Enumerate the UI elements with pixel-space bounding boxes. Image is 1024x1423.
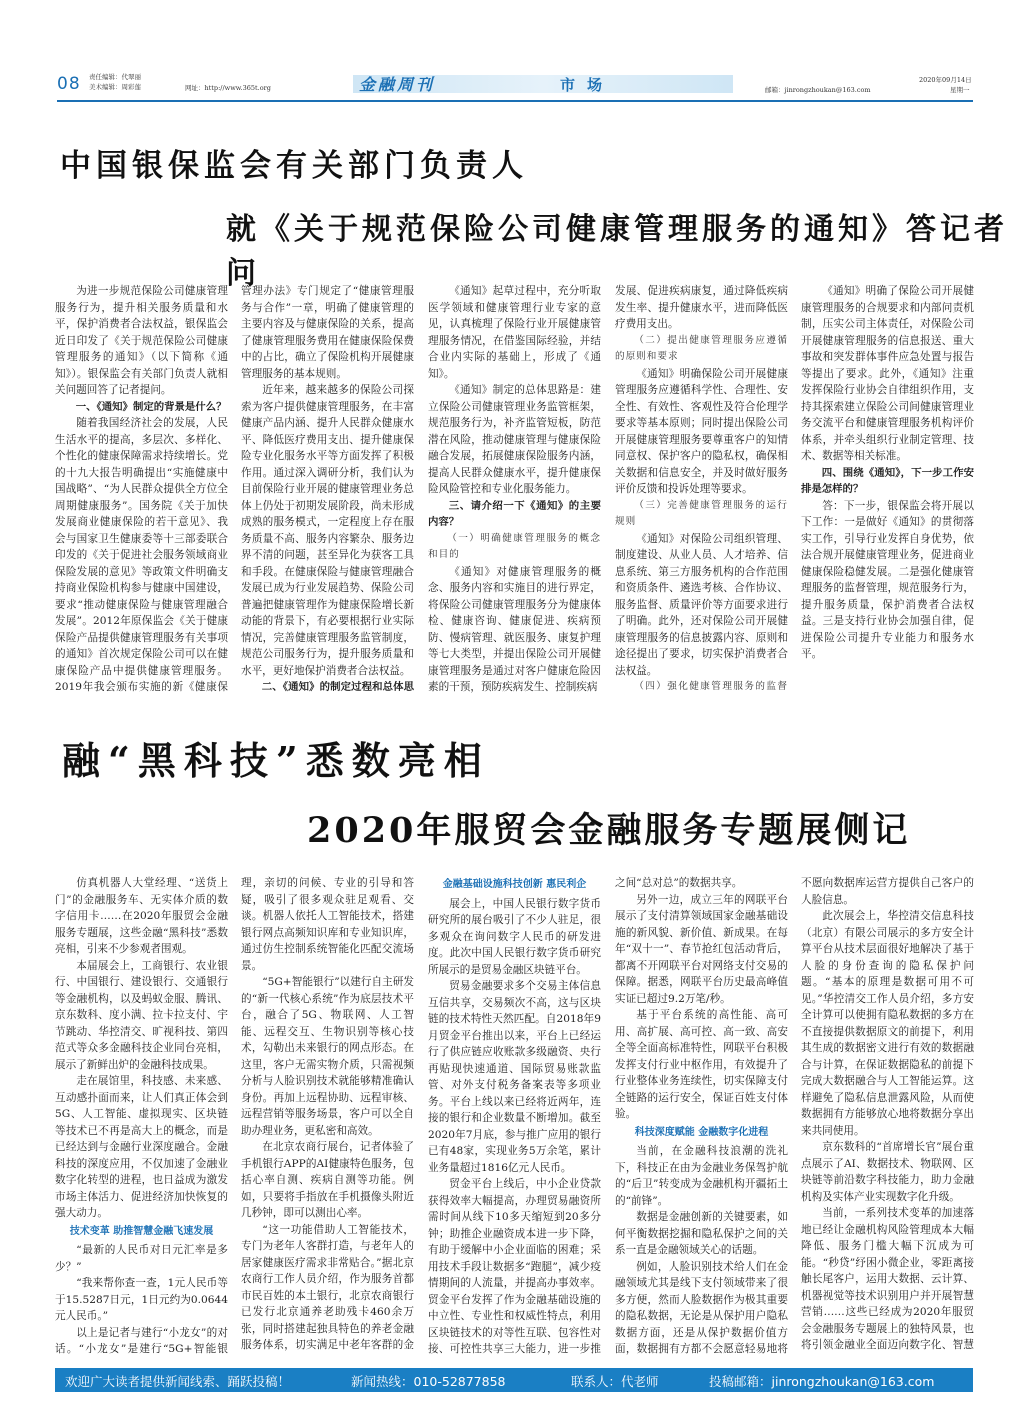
article1-title-line2: 就《关于规范保险公司健康管理服务的通知》答记者问 bbox=[226, 212, 1008, 291]
article1-column bbox=[801, 283, 974, 696]
paragraph: 为进一步规范保险公司健康管理服务行为，提升相关服务质量和水平，保护消费者合法权益，银保监会近日印发了《关于规范保险公司健康管理服务的通知》（以下简称《通知》）。银保监会有关部门负责人就相关问题回答了记者提问。 bbox=[55, 285, 228, 396]
footer-contact: 联系人：代老师 bbox=[571, 1374, 659, 1389]
subhead-banner: 金融基础设施科技创新 惠民利企 bbox=[442, 879, 587, 890]
editor-credits bbox=[89, 72, 141, 92]
section-name: 市场 bbox=[560, 76, 615, 94]
paragraph: “5G+智能银行”以建行自主研发的“新一代核心系统”作为底层技术平台，融合了5G、物联网、人工智能、远程交互、生物识别等核心技术，勾勒出未来银行的网点形态。在这里，客户无需实物介质，只需视频分析与人脸识别技术就能够精准确认身份。再加上远程协助、远程审核、远程营销等服务场景，客户可以全自助办理业务，更私密和高效。 bbox=[241, 976, 414, 1137]
paragraph: 管理办法》专门规定了“健康管理服务与合作”一章，明确了健康管理的主要内容及与健康保险的关系，提高了健康管理服务费用在健康保险保费中的占比，确立了保险机构开展健康管理服务的基本规则。 bbox=[241, 285, 414, 380]
paragraph: 当前，一系列技术变革的加速落地已经让金融机构风险管理成本大幅降低、服务门槛大幅下沉成为可能。“秒贷”纾困小微企业，零距离接触长尾客户，运用大数据、云计算、机器视觉等技术识别用户并开展智慧营销……这些已经成为2020年服贸会金融服务专题展上的独特风景，也将引领金融业全面迈向数字化、智慧 bbox=[801, 1207, 974, 1351]
article2-column bbox=[428, 875, 601, 1355]
paragraph: “我来帮你查一查，1元人民币等于15.5287日元，1日元约为0.0644元人民币。” bbox=[55, 1277, 228, 1322]
paragraph: “这一功能借助人工智能技术，专门为老年人客群打造，与老年人的居家健康医疗需求非常贴合。”据北京农商行工作人员介绍，作为服务首都市民百姓的本土银行，北京农商银行已发行北京通养老助残卡460余万张，同时搭建起独具特色的养老金融服务体系，切实满足中老年客群的金 bbox=[241, 1223, 414, 1351]
paragraph: 走在展馆里，科技感、未来感、互动感扑面而来，让人们真正体会到5G、人工智能、虚拟现实、区块链等技术已不再是高大上的概念，而是已经达到与金融行业深度融合。金融科技的深度应用，不仅加速了金融业数字化转型的进程，也日益成为激发市场主体活力、促进经济加快恢复的强大动力。 bbox=[55, 1075, 228, 1219]
paragraph: 近年来，越来越多的保险公司探索为客户提供健康管理服务，在丰富健康产品内涵、提升人民群众健康水平、降低医疗费用支出、提升健康保险专业化服务水平等方面发挥了积极作用。通过深入调研分析，我们认为目前保险行业开展的健康管理业务总体上仍处于初期发展阶段，尚未形成成熟的服务模式，一定程度上存在服务质量不高、服务内容繁杂、服务边界不清的问题，甚至异化为获客工具和手段。在健康保险与健康管理融合发展已成为行业发展趋势、保险公司普遍把健康管理作为健康保险增长新动能的背景下，有必要根据行业实际情况，完善健康管理服务监管制度，规范公司服务行为，提升服务质量和水平，更好地保护消费者合法权益。 bbox=[241, 384, 414, 677]
issue-weekday: 星期一 bbox=[950, 86, 970, 94]
article2-column bbox=[615, 875, 788, 1355]
brand-logo: 金融周刊 bbox=[359, 75, 436, 94]
subsection-heading: （四）强化健康管理服务的监督 bbox=[634, 681, 788, 692]
paragraph: 本届展会上，工商银行、农业银行、中国银行、建设银行、交通银行等金融机构，以及蚂蚁金服、腾讯、京东数科、度小满、拉卡拉支付、宇节跳动、华控清交、旷视科技、第四范式等众多金融科技企业同台亮相，展示了新鲜出炉的金融科技成果。 bbox=[55, 959, 228, 1071]
paragraph: 仿真机器人大堂经理、“送货上门”的金融服务车、无实体介质的数字信用卡……在2020年服贸会金融服务专题展，这些金融“黑科技”悉数亮相，引来不少参观者围观。 bbox=[55, 877, 228, 955]
footer-bar bbox=[55, 1368, 973, 1392]
contact-email: 邮箱：jinrongzhoukan@163.com bbox=[765, 86, 871, 94]
article2-title-line1: 融“黑科技”悉数亮相 bbox=[62, 738, 490, 783]
paragraph: 发展、促进疾病康复，通过降低疾病发生率、提升健康水平，进而降低医疗费用支出。 bbox=[615, 285, 788, 330]
paragraph: 《通知》对健康管理服务的概念、服务内容和实施目的进行界定，将保险公司健康管理服务分为健康体检、健康咨询、健康促进、疾病预防、慢病管理、就医服务、康复护理等七大类型，并提出保险公司开展健康管理服务是通过对客户健康危险因素的干预，预防疾病发生、控制疾病 bbox=[428, 565, 601, 693]
paragraph: 贸易金融要求多个交易主体信息互信共享，交易频次不高，这与区块链的技术特性天然匹配。自2018年9月贸金平台推出以来，平台上已经运行了供应链应收账款多级融资、央行再贴现快速通道、国际贸易账款监管、对外支付税务备案表等多项业务。平台上线以来已经将近两年，连接的银行和企业数量不断增加。截至2020年7月底，参与推广应用的银行已有48家，实现业务5万余笔，累计业务量超过1816亿元人民币。 bbox=[428, 980, 601, 1174]
subhead-banner: 科技深度赋能 金融数字化进程 bbox=[634, 1126, 769, 1138]
footer-invite: 欢迎广大读者提供新闻线索、踊跃投稿！ bbox=[65, 1374, 291, 1389]
issue-date: 2020年09月14日 bbox=[919, 76, 972, 84]
art-editor: 美术编辑：周彩莲 bbox=[89, 83, 141, 91]
article1-column bbox=[241, 283, 414, 696]
paragraph: 数据是金融创新的关键要素，如何平衡数据挖掘和隐私保护之间的关系一直是金融领域关心的话题。 bbox=[615, 1211, 788, 1256]
footer-hotline: 新闻热线：010-52877858 bbox=[351, 1374, 506, 1389]
article1-column bbox=[55, 283, 228, 696]
subsection-heading: （一）明确健康管理服务的概念和目的 bbox=[428, 532, 601, 560]
paragraph: 例如，人脸识别技术给人们在金融领域尤其是线下支付领域带来了很多方便，然而人脸数据作为极其重要的隐私数据，无论是从保护用户隐私数据方面，还是从保护数据价值方面，数据拥有方都不会愿意轻易地将 bbox=[615, 1260, 788, 1355]
masthead-rule bbox=[57, 100, 973, 102]
paragraph: 答：下一步，银保监会将开展以下工作：一是做好《通知》的贯彻落实工作，引导行业发挥自身优势，依法合规开展健康管理业务，促进商业健康保险稳健发展。二是强化健康管理服务的监督管理，规范服务行为，提升服务质量，保护消费者合法权益。三是支持行业协会加强自律，促进保险公司提升专业能力和服务水平。 bbox=[801, 499, 974, 660]
paragraph: 《通知》制定的总体思路是：建立保险公司健康管理业务监管框架，规范服务行为，补齐监管短板，防范潜在风险，推动健康管理与健康保险融合发展，拓展健康保险服务内涵，提高人民群众健康水平，提升健康保险风险管控和专业化服务能力。 bbox=[428, 384, 601, 495]
section-heading: 四、围绕《通知》，下一步工作安排是怎样的？ bbox=[801, 466, 974, 495]
page-number: 08 bbox=[57, 74, 81, 94]
footer-email: 投稿邮箱：jinrongzhoukan@163.com bbox=[709, 1374, 935, 1389]
paragraph: 另外一边，成立三年的网联平台展示了支付清算领域国家金融基础设施的新风貌、新价值、新成果。在每年“双十一”、春节抢红包活动背后，都离不开网联平台对网络支付交易的保障。据悉，网联平台历史最高峰值实证已超过9.2万笔/秒。 bbox=[615, 893, 788, 1005]
paragraph: “最新的人民币对日元汇率是多少？” bbox=[55, 1244, 228, 1273]
section-heading: 二、《通知》的制定过程和总体思 bbox=[261, 681, 414, 693]
paragraph: 《通知》对保险公司组织管理、制度建设、从业人员、人才培养、信息系统、第三方服务机构的合作范围和资质条件、遴选考核、合作协议、服务监督、质量评价等方面要求进行了明确。此外，还对保险公司开展健康管理服务的信息披露内容、原则和途径提出了要求，切实保护消费者合法权益。 bbox=[615, 532, 788, 677]
paragraph: 以上是记者与建行“小龙女”的对话。“小龙女”是建行“5G+智能银 bbox=[55, 1326, 228, 1355]
article2-column bbox=[801, 875, 974, 1355]
article2-column bbox=[241, 875, 414, 1355]
article2-title-line2: 2020年服贸会金融服务专题展侧记 bbox=[307, 810, 911, 851]
editor: 责任编辑：代翠丽 bbox=[89, 73, 141, 81]
paragraph: 在北京农商行展台，记者体验了手机银行APP的AI健康特色服务，包括心率自测、疾病自测等功能。例如，只要将手指放在手机摄像头附近几秒钟，即可以测出心率。 bbox=[241, 1141, 414, 1219]
article2-column bbox=[55, 875, 228, 1355]
section-heading: 三、请介绍一下《通知》的主要内容？ bbox=[428, 499, 601, 528]
website: 网址：http://www.365t.org bbox=[185, 84, 271, 92]
paragraph: 《通知》明确了保险公司开展健康管理服务的合规要求和内部问责机制，压实公司主体责任，对保险公司开展健康管理服务的信息报送、重大事故和突发群体事件应急处置与报告等提出了要求。此外，《通知》注重发挥保险行业协会自律组织作用，支持其探索建立保险公司间健康管理业务交流平台和健康管理服务机构评价体系，并牵头组织行业制定管理、技术、数据等相关标准。 bbox=[801, 285, 974, 462]
masthead bbox=[57, 66, 973, 106]
paragraph: 随着我国经济社会的发展，人民生活水平的提高，多层次、多样化、个性化的健康保障需求持续增长。党的十九大报告明确提出“实施健康中国战略”、“为人民群众提供全方位全周期健康服务”。国务院《关于加快发展商业健康保险的若干意见》、我会与国家卫生健康委等十三部委联合印发的《关于促进社会服务领域商业保险发展的意见》等政策文件明确支持商业保险机构参与健康中国建设，要求“推动健康保险与健康管理融合发展”。2012年原保监会《关于健康保险产品提供健康管理服务有关事项的通知》首次规定保险公司可以在健康保险产品中提供健康管理服务。2019年我会颁布实施的新《健康保 bbox=[55, 417, 228, 693]
paragraph: 《通知》起草过程中，充分听取医学领域和健康管理行业专家的意见，认真梳理了保险行业开展健康管理服务情况，在借鉴国际经验，并结合业内实际的基础上，形成了《通知》。 bbox=[428, 285, 601, 380]
paragraph: 不愿向数据库运营方提供自己客户的人脸信息。 bbox=[801, 877, 974, 906]
article1-column bbox=[428, 283, 601, 696]
article1-title-line1: 中国银保监会有关部门负责人 bbox=[60, 148, 528, 184]
article1-column bbox=[615, 283, 788, 696]
section-heading: 一、《通知》制定的背景是什么？ bbox=[75, 400, 227, 413]
paragraph: 基于平台系统的高性能、高可用、高扩展、高可控、高一致、高安全等全面高标准特性，网联平台积极发挥支付行业中枢作用，有效提升了行业整体业务连续性，切实保障支付全链路的运行安全，保证百姓支付体验。 bbox=[615, 1009, 788, 1120]
paragraph: 京东数科的“首席增长官”展台重点展示了AI、数据技术、物联网、区块链等前沿数字科技能力，助力金融机构及实体产业实现数字化升级。 bbox=[801, 1141, 974, 1203]
paragraph: 当前，在金融科技浪潮的洗礼下，科技正在由为金融业务保驾护航的“后卫”转变成为金融机构开疆拓土的“前锋”。 bbox=[615, 1145, 788, 1207]
subsection-heading: （三）完善健康管理服务的运行规则 bbox=[615, 499, 788, 527]
subsection-heading: （二）提出健康管理服务应遵循的原则和要求 bbox=[615, 334, 788, 362]
paragraph: 贸金平台上线后，中小企业贷款获得效率大幅提高，办理贸易融资所需时间从线下10多天缩短到20多分钟；助推企业融资成本进一步下降，有助于缓解中小企业面临的困难；采用技术手段让数据多“跑腿”，减少疫情期间的人流量，并提高办事效率。贸金平台发挥了作为金融基础设施的中立性、专业性和权威性特点，利用区块链技术的对等性互联、包容性对接、可控性共享三大能力，进一步推 bbox=[428, 1178, 601, 1355]
paragraph: 此次展会上，华控清交信息科技（北京）有限公司展示的多方安全计算平台从技术层面很好地解决了基于人脸的身份查询的隐私保护问题。“基本的原理是数据可用不可见。”华控清交工作人员介绍，多方安全计算可以使拥有隐私数据的多方在不直接提供数据原文的前提下，利用其生成的数据密文进行有效的数据融合与计算，在保证数据隐私的前提下完成大数据融合与人工智能运算。这样避免了隐私信息泄露风险，从而使数据拥有方能够放心地将数据分享出来共同使用。 bbox=[801, 910, 974, 1137]
paragraph: 《通知》明确保险公司开展健康管理服务应遵循科学性、合理性、安全性、有效性、客观性及符合伦理学要求等基本原则；同时提出保险公司开展健康管理服务要尊重客户的知情同意权、保护客户的隐私权，确保相关数据和信息安全，并及时做好服务评价反馈和投诉处理等要求。 bbox=[615, 367, 788, 495]
paragraph: 之间“总对总”的数据共享。 bbox=[615, 877, 743, 889]
subhead-banner: 技术变革 助推智慧金融飞速发展 bbox=[69, 1225, 214, 1237]
paragraph: 理，亲切的问候、专业的引导和答疑，吸引了很多观众驻足观看、交谈。机器人依托人工智能技术，搭建银行网点高频知识库和专业知识库，通过仿生控制系统智能化匹配交流场景。 bbox=[241, 877, 414, 972]
paragraph: 展会上，中国人民银行数字货币研究所的展台吸引了不少人驻足，很多观众在询问数字人民币的研发进度。此次中国人民银行数字货币研究所展示的是贸易金融区块链平台。 bbox=[428, 897, 601, 976]
